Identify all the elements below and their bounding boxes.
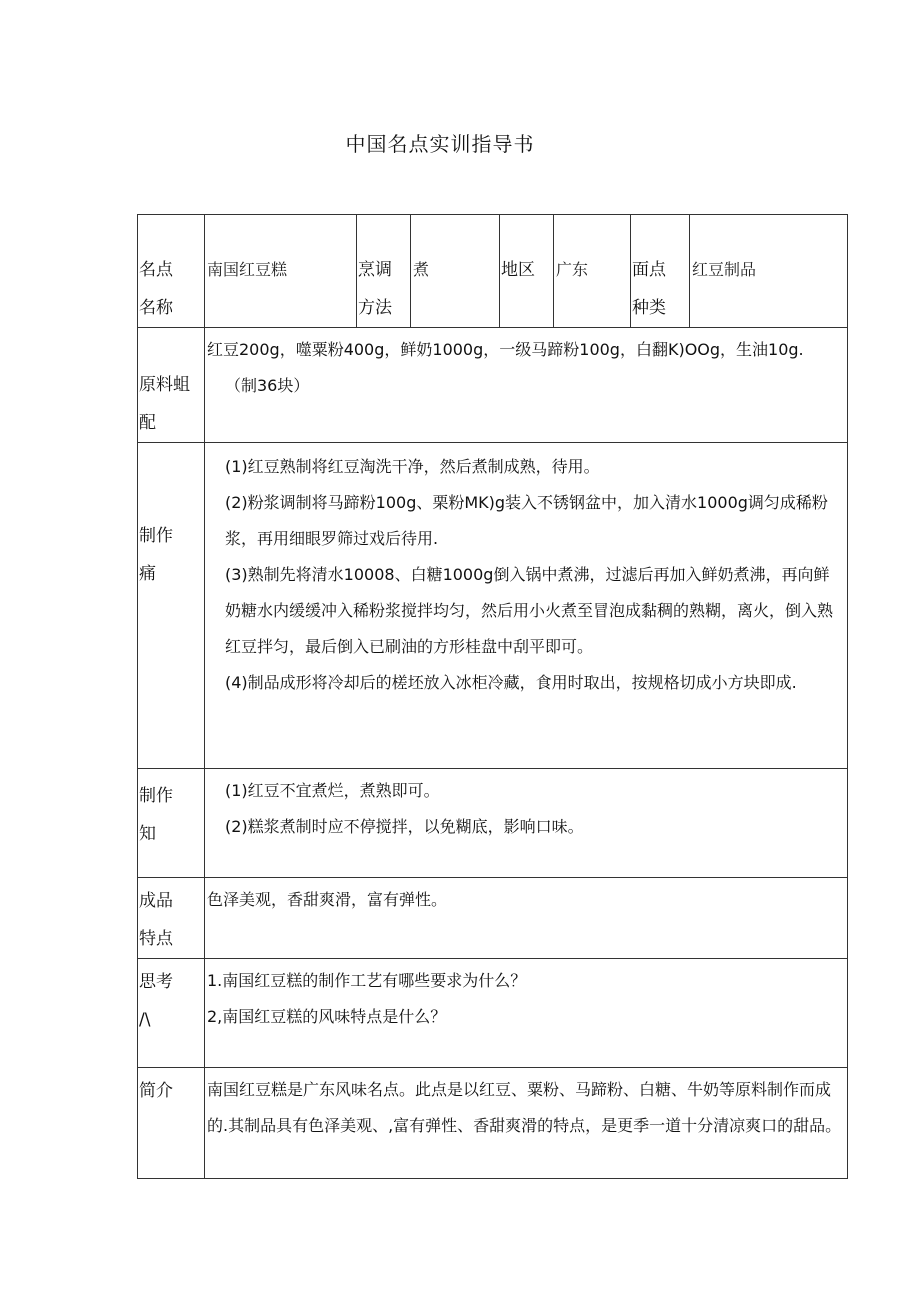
process-value-cell: [205, 443, 848, 769]
method-label-line2: 方法: [358, 298, 392, 318]
features-row: [138, 878, 848, 959]
name-label-line1: 名点: [139, 260, 173, 280]
type-label-line1: 面点: [632, 260, 666, 280]
document-title: 中国名点实训指导书: [345, 132, 535, 156]
region-label-cell: [500, 215, 554, 328]
question-1: 1.南国红豆糕的制作工艺有哪些要求为什么？: [207, 971, 527, 990]
process-row: [138, 443, 848, 769]
guide-table: [137, 214, 848, 1179]
header-row: [138, 215, 848, 328]
materials-label-cell: [138, 328, 205, 443]
questions-label-line2: /\: [139, 1010, 151, 1030]
name-value-cell: [205, 215, 357, 328]
type-value-cell: [690, 215, 848, 328]
type-label-cell: [631, 215, 690, 328]
materials-value-cell: [205, 328, 848, 443]
features-label-line1: 成品: [139, 891, 173, 911]
intro-label-cell: [138, 1068, 205, 1179]
process-step-1: (1)红豆熟制将红豆淘洗干净，然后煮制成熟，待用。: [225, 457, 600, 476]
features-value-cell: [205, 878, 848, 959]
region-value: 广东: [556, 260, 589, 279]
features-text: 色泽美观，香甜爽滑，富有弹性。: [207, 890, 448, 909]
type-value: 红豆制品: [692, 260, 757, 279]
features-label-cell: [138, 878, 205, 959]
intro-text: 南国红豆糕是广东风味名点。此点是以红豆、粟粉、马蹄粉、白糖、牛奶等原料制作而成的.其制品具有色泽美观、,富有弹性、香甜爽滑的特点，是更季一道十分清凉爽口的甜品。: [207, 1080, 842, 1135]
type-label-line2: 种类: [632, 298, 666, 318]
materials-label-line1: 原料蛆: [139, 375, 190, 395]
question-2: 2,南国红豆糕的风味特点是什么？: [207, 1007, 447, 1026]
notes-label-line2: 知: [139, 824, 156, 844]
intro-value-cell: [205, 1068, 848, 1179]
questions-label-cell: [138, 959, 205, 1068]
notes-label-line1: 制作: [139, 786, 173, 806]
questions-value-cell: [205, 959, 848, 1068]
process-step-3: (3)熟制先将清水10008、白糖1000g倒入锅中煮沸，过滤后再加入鲜奶煮沸，再向鲜奶糖水内缓缓冲入稀粉浆搅拌均匀，然后用小火煮至冒泡成黏稠的熟糊，离火，倒入熟红豆拌匀，最后倒入已刷油的方形桂盘中刮平即可。: [225, 565, 834, 656]
questions-label-line1: 思考: [139, 972, 173, 992]
notes-item-2: (2)糕浆煮制时应不停搅拌，以免糊底，影响口味。: [225, 817, 584, 836]
intro-row: [138, 1068, 848, 1179]
name-value: 南国红豆糕: [207, 260, 288, 279]
notes-value-cell: [205, 769, 848, 878]
name-label-line2: 名称: [139, 298, 173, 318]
process-step-4: (4)制品成形将冷却后的槎坯放入冰柜冷藏，食用时取出，按规格切成小方块即成.: [225, 673, 797, 692]
materials-row: [138, 328, 848, 443]
region-label: 地区: [501, 260, 535, 280]
notes-row: [138, 769, 848, 878]
process-label-line1: 制作: [139, 526, 173, 546]
questions-row: [138, 959, 848, 1068]
notes-label-cell: [138, 769, 205, 878]
name-label-cell: [138, 215, 205, 328]
method-label-line1: 烹调: [358, 260, 392, 280]
method-value: 煮: [413, 260, 430, 279]
process-step-2: (2)粉浆调制将马蹄粉100g、栗粉MK)g装入不锈钢盆中，加入清水1000g调匀成稀粉浆，再用细眼罗筛过戏后待用.: [225, 493, 828, 548]
method-label-cell: [357, 215, 411, 328]
materials-text: 红豆200g，噬粟粉400g，鲜奶1000g，一级马蹄粉100g，白翻K)OOg，生油10g.: [207, 340, 804, 359]
method-value-cell: [411, 215, 500, 328]
region-value-cell: [554, 215, 631, 328]
intro-label: 简介: [139, 1081, 173, 1101]
materials-yield: （制36块）: [225, 376, 310, 395]
process-label-cell: [138, 443, 205, 769]
features-label-line2: 特点: [139, 929, 173, 949]
process-label-line2: 痛: [139, 564, 156, 584]
materials-label-line2: 配: [139, 413, 156, 433]
notes-item-1: (1)红豆不宜煮烂，煮熟即可。: [225, 781, 440, 800]
